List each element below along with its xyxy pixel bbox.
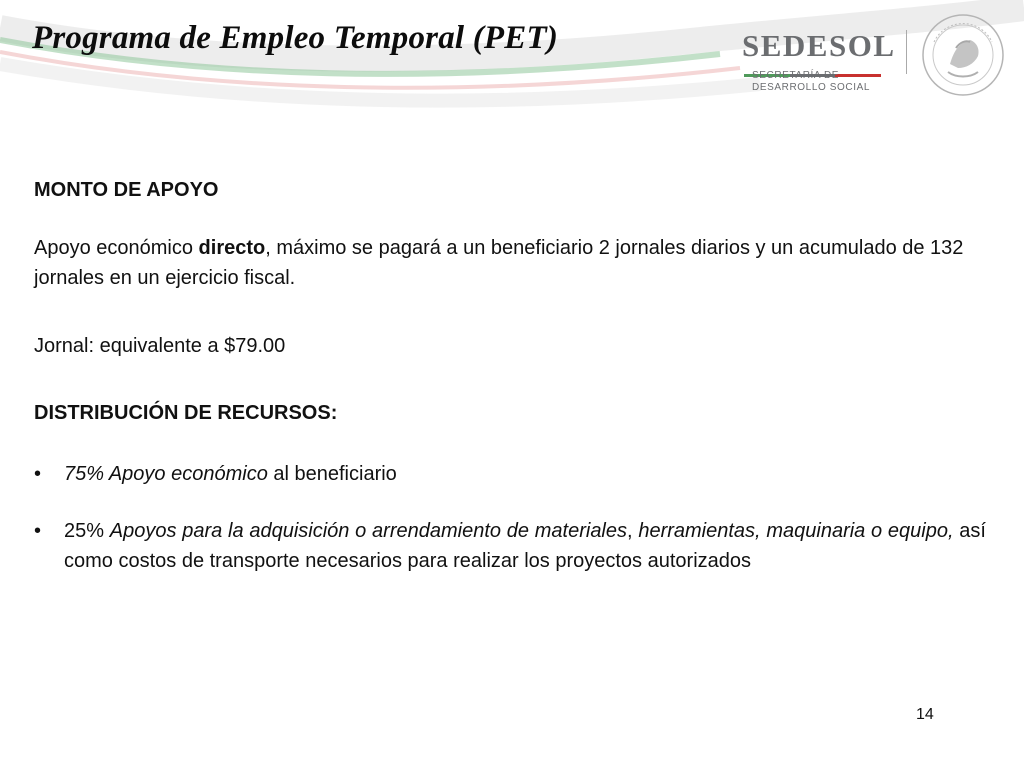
list-item bbox=[34, 516, 986, 576]
distribucion-list bbox=[34, 459, 986, 576]
slide-body bbox=[34, 175, 986, 576]
bullet2-italic1: Apoyos para la adquisición o arrendamiento de materiales bbox=[109, 520, 628, 542]
monto-text-bold: directo bbox=[198, 237, 266, 259]
monto-text-2: , máximo se pagará a un beneficiario 2 jornales diarios y un acumulado de 132 jornales en un ejercicio fiscal. bbox=[34, 237, 964, 289]
bullet2-rest: así como costos de transporte necesarios para realizar los proyectos autorizados bbox=[64, 520, 986, 572]
monto-text-1: Apoyo económico bbox=[34, 237, 199, 259]
logo-subtitle-line2: DESARROLLO SOCIAL bbox=[752, 82, 871, 93]
page-number: 14 bbox=[916, 706, 934, 723]
logo-subtitle-line1: SECRETARÍA DE bbox=[752, 70, 840, 81]
bullet2-comma: , bbox=[627, 520, 639, 542]
bullet1-rest: al beneficiario bbox=[267, 463, 397, 485]
distribucion-heading: DISTRIBUCIÓN DE RECURSOS: bbox=[34, 402, 338, 424]
monto-description bbox=[34, 233, 986, 293]
slide-title: Programa de Empleo Temporal (PET) bbox=[32, 20, 559, 56]
national-seal-icon bbox=[920, 12, 1006, 98]
bullet2-prefix: 25% bbox=[64, 520, 110, 542]
logo-tricolor-bar bbox=[744, 64, 882, 67]
bullet1-italic: 75% Apoyo económico bbox=[64, 463, 268, 485]
list-item bbox=[34, 459, 986, 489]
logo-wordmark: SEDESOL bbox=[742, 28, 896, 63]
logo-separator bbox=[906, 30, 907, 74]
bullet2-italic2: herramientas, maquinaria o equipo, bbox=[638, 520, 954, 542]
monto-heading: MONTO DE APOYO bbox=[34, 179, 219, 201]
jornal-text: Jornal: equivalente a $79.00 bbox=[34, 335, 286, 357]
sedesol-logo bbox=[742, 30, 902, 92]
slide-header bbox=[0, 0, 1024, 110]
